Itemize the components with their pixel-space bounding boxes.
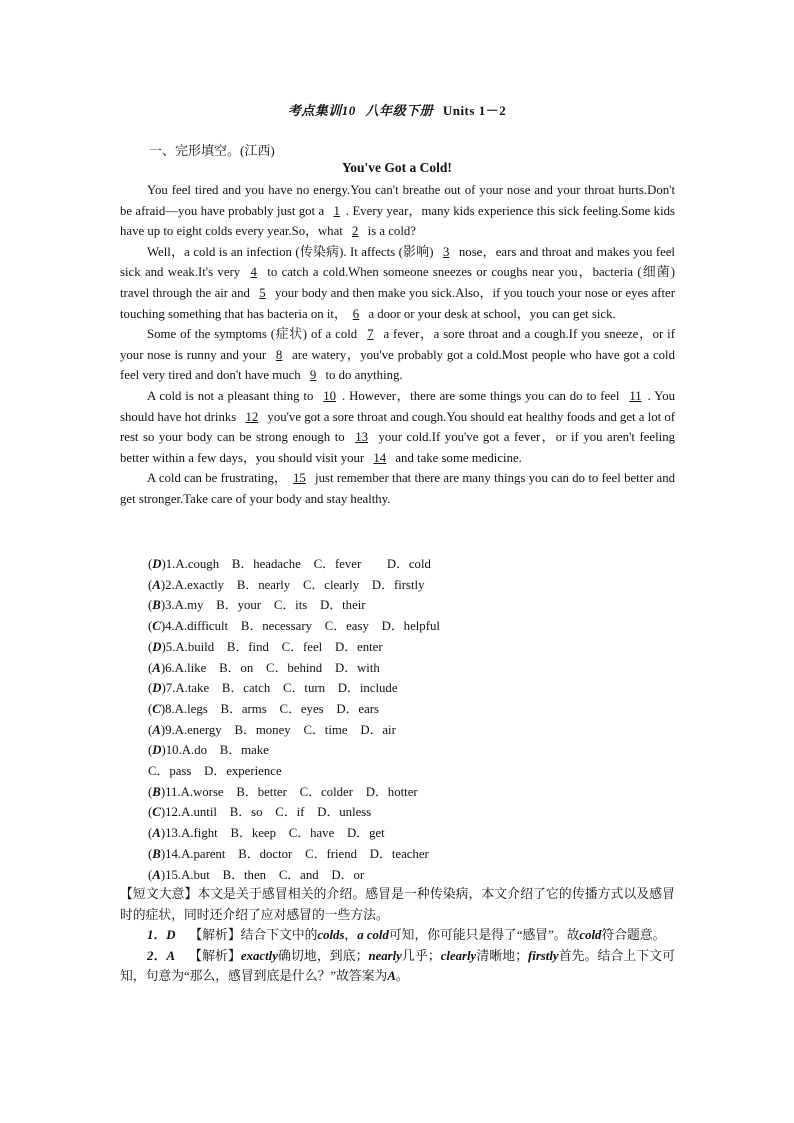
blank-5: 5 [259,285,266,300]
blank-1: 1 [333,203,340,218]
header-grade: 八年级下册 [365,103,434,118]
blank-4: 4 [250,265,257,280]
answer-letter: C [152,701,161,716]
option-row: (B)11.A.worse B．better C．colder D．hotter [148,784,418,799]
option-row: (A)6.A.like B．on C．behind D．with [148,660,380,675]
option-text: 2.A.exactly B．nearly C．clearly D．firstly [165,577,425,592]
explanations [120,925,675,987]
passage-text: A cold is not a pleasant thing to [147,388,318,403]
passage-text: your cold.If you've got a fever，or if you aren't feeling better within a few days，you should visit your [120,430,675,465]
passage-text: and take some medicine. [392,450,522,465]
passage-paragraph [120,386,675,468]
answer-letter: A [152,722,161,737]
option-row: (A)2.A.exactly B．nearly C．clearly D．firstly [148,577,425,592]
option-text: 4.A.difficult B．necessary C．easy D．helpful [165,619,440,634]
option-text: 10.A.do B．make [165,743,269,758]
answer-letter: C [152,805,161,820]
option-text: 6.A.like B．on C．behind D．with [165,660,380,675]
answer-letter: D [152,681,162,696]
answer-letter: D [152,639,162,654]
blank-14: 14 [373,450,387,465]
option-row: (A)15.A.but B．then C．and D．or [148,867,365,882]
options-list [148,554,440,885]
passage-text: . However，there are some things you can do to feel [342,388,624,403]
blank-15: 15 [292,471,306,486]
answer-letter: A [152,660,161,675]
passage-text: a fever，a sore throat and a cough.If you sneeze，or if your nose is runny and your [120,327,675,362]
option-text: 9.A.energy B．money C．time D．air [165,722,396,737]
option-text: 15.A.but B．then C．and D．or [165,867,365,882]
explanation-text: ， [344,928,358,943]
passage-paragraph [120,324,675,386]
keyword: clearly [440,948,477,963]
explanation-text: 几乎； [401,948,441,963]
blank-3: 3 [443,244,450,259]
explanation-number: 2．A [147,948,176,963]
header-topic: 考点集训10 [287,103,356,118]
option-text: 11.A.worse B．better C．colder D．hotter [165,784,418,799]
header-units: Units 1－2 [442,103,507,118]
explanation-item [120,946,675,987]
option-text: 1.A.cough B．headache C．fever D．cold [165,557,431,571]
keyword: A [387,969,396,984]
blank-7: 7 [367,327,374,342]
blank-2: 2 [352,224,359,239]
keyword: nearly [368,948,402,963]
passage-body [120,180,675,510]
explanation-number: 1．D [147,928,176,943]
option-row: (C)8.A.legs B．arms C．eyes D．ears [148,701,380,716]
blank-10: 10 [323,388,337,403]
passage-text: nose，ears and throat and makes you feel sick and weak.It's very [120,244,675,280]
explanation-text: 可知，你可能只是得了“感冒”。故 [388,928,580,943]
explanation-text: 清晰地； [476,948,528,963]
keyword: cold [579,928,602,943]
passage-text: to do anything. [322,368,403,383]
option-row: (A)9.A.energy B．money C．time D．air [148,722,396,737]
answer-letter: C [152,619,161,634]
passage-text: You feel tired and you have no energy.You can't breathe out of your nose and your throat hurts.Don't be afraid—you have probably just got a [120,183,675,218]
option-text: 5.A.build B．find C．feel D．enter [165,639,383,654]
blank-12: 12 [245,409,259,424]
summary: 【短文大意】本文是关于感冒相关的介绍。感冒是一种传染病，本文介绍了它的传播方式以及感冒时的症状，同时还介绍了应对感冒的一些方法。 [120,887,675,922]
passage-title: You've Got a Cold! [342,160,452,175]
passage-text: you've got a sore throat and cough.You should eat healthy foods and get a lot of rest so your body can be strong enough to [120,409,676,445]
option-row: (D)5.A.build B．find C．feel D．enter [148,639,383,654]
option-row: (D)10.A.do B．make [148,743,269,758]
passage-text: just remember that there are many things you can do to feel better and get stronger.Take care of your body and stay healthy. [120,471,675,506]
explanation-item [120,925,675,946]
answer-letter: A [152,826,161,841]
passage-text: is a cold? [364,224,416,239]
option-row: (C)4.A.difficult B．necessary C．easy D．helpful [148,619,440,634]
answer-letter: D [152,557,162,571]
option-row: (D)1.A.cough B．headache C．fever D．cold [148,557,431,571]
passage-paragraph [120,468,675,509]
blank-8: 8 [275,347,283,362]
passage-text: a door or your desk at school，you can get sick. [365,306,616,321]
passage-paragraph [120,242,675,324]
keyword: colds [317,928,345,943]
explanation-text: 【解析】 [189,948,241,963]
explanation-text: 确切地，到底； [277,948,369,963]
option-text: 14.A.parent B．doctor C．friend D．teacher [165,846,429,861]
answer-letter: D [152,743,162,758]
passage-text: your body and then make you sick.Also，if you touch your nose or eyes after touching something that has bacteria on it， [120,285,676,321]
option-text: C．pass D．experience [148,764,282,779]
answer-letter: B [152,598,161,613]
blank-9: 9 [309,368,317,383]
explanation-text: 首先。结合上下文可知，句意为“那么，感冒到底是什么？”故答案为 [120,948,676,984]
passage-text: to catch a cold.When someone sneezes or coughs near you，bacteria (细菌) travel through the air and [120,265,675,300]
explanation-text: 。 [395,969,409,984]
passage-text: . Every year，many kids experience this sick feeling.Some kids have up to eight colds every year.So，what [120,203,676,239]
keyword: exactly [240,948,278,963]
blank-11: 11 [629,388,642,403]
option-text: 8.A.legs B．arms C．eyes D．ears [165,701,380,716]
option-row [148,761,440,782]
option-row: (B)14.A.parent B．doctor C．friend D．teacher [148,846,429,861]
section-label: 一、完形填空。(江西) [149,143,275,158]
option-row: (A)13.A.fight B．keep C．have D．get [148,826,385,841]
passage-text: Well，a cold is an infection (传染病). It affects (影响) [147,244,438,259]
notes-section [120,884,675,987]
option-text: 3.A.my B．your C．its D．their [165,598,366,613]
keyword: a cold [357,928,389,943]
option-row: (D)7.A.take B．catch C．turn D．include [148,681,398,696]
option-row: (B)3.A.my B．your C．its D．their [148,598,366,613]
answer-letter: A [152,577,161,592]
answer-letter: B [152,784,161,799]
answer-letter: B [152,846,161,861]
passage-paragraph [120,180,675,242]
blank-6: 6 [352,306,360,321]
answer-letter: A [152,867,161,882]
option-text: 12.A.until B．so C．if D．unless [165,805,372,820]
option-text: 13.A.fight B．keep C．have D．get [165,826,385,841]
page-header [0,100,794,119]
passage-text: Some of the symptoms (症状) of a cold [147,327,362,342]
keyword: firstly [528,948,559,963]
explanation-text: 符合题意。 [601,928,666,943]
blank-13: 13 [355,430,368,445]
option-text: 7.A.take B．catch C．turn D．include [165,681,398,696]
passage-text: A cold can be frustrating， [147,471,287,486]
option-row: (C)12.A.until B．so C．if D．unless [148,805,372,820]
passage-text: are watery，you've probably got a cold.Most people who have got a cold feel very tired and don't have much [120,347,675,383]
explanation-text: 【解析】结合下文中的 [189,928,318,943]
passage-text: . You should have hot drinks [120,388,675,424]
